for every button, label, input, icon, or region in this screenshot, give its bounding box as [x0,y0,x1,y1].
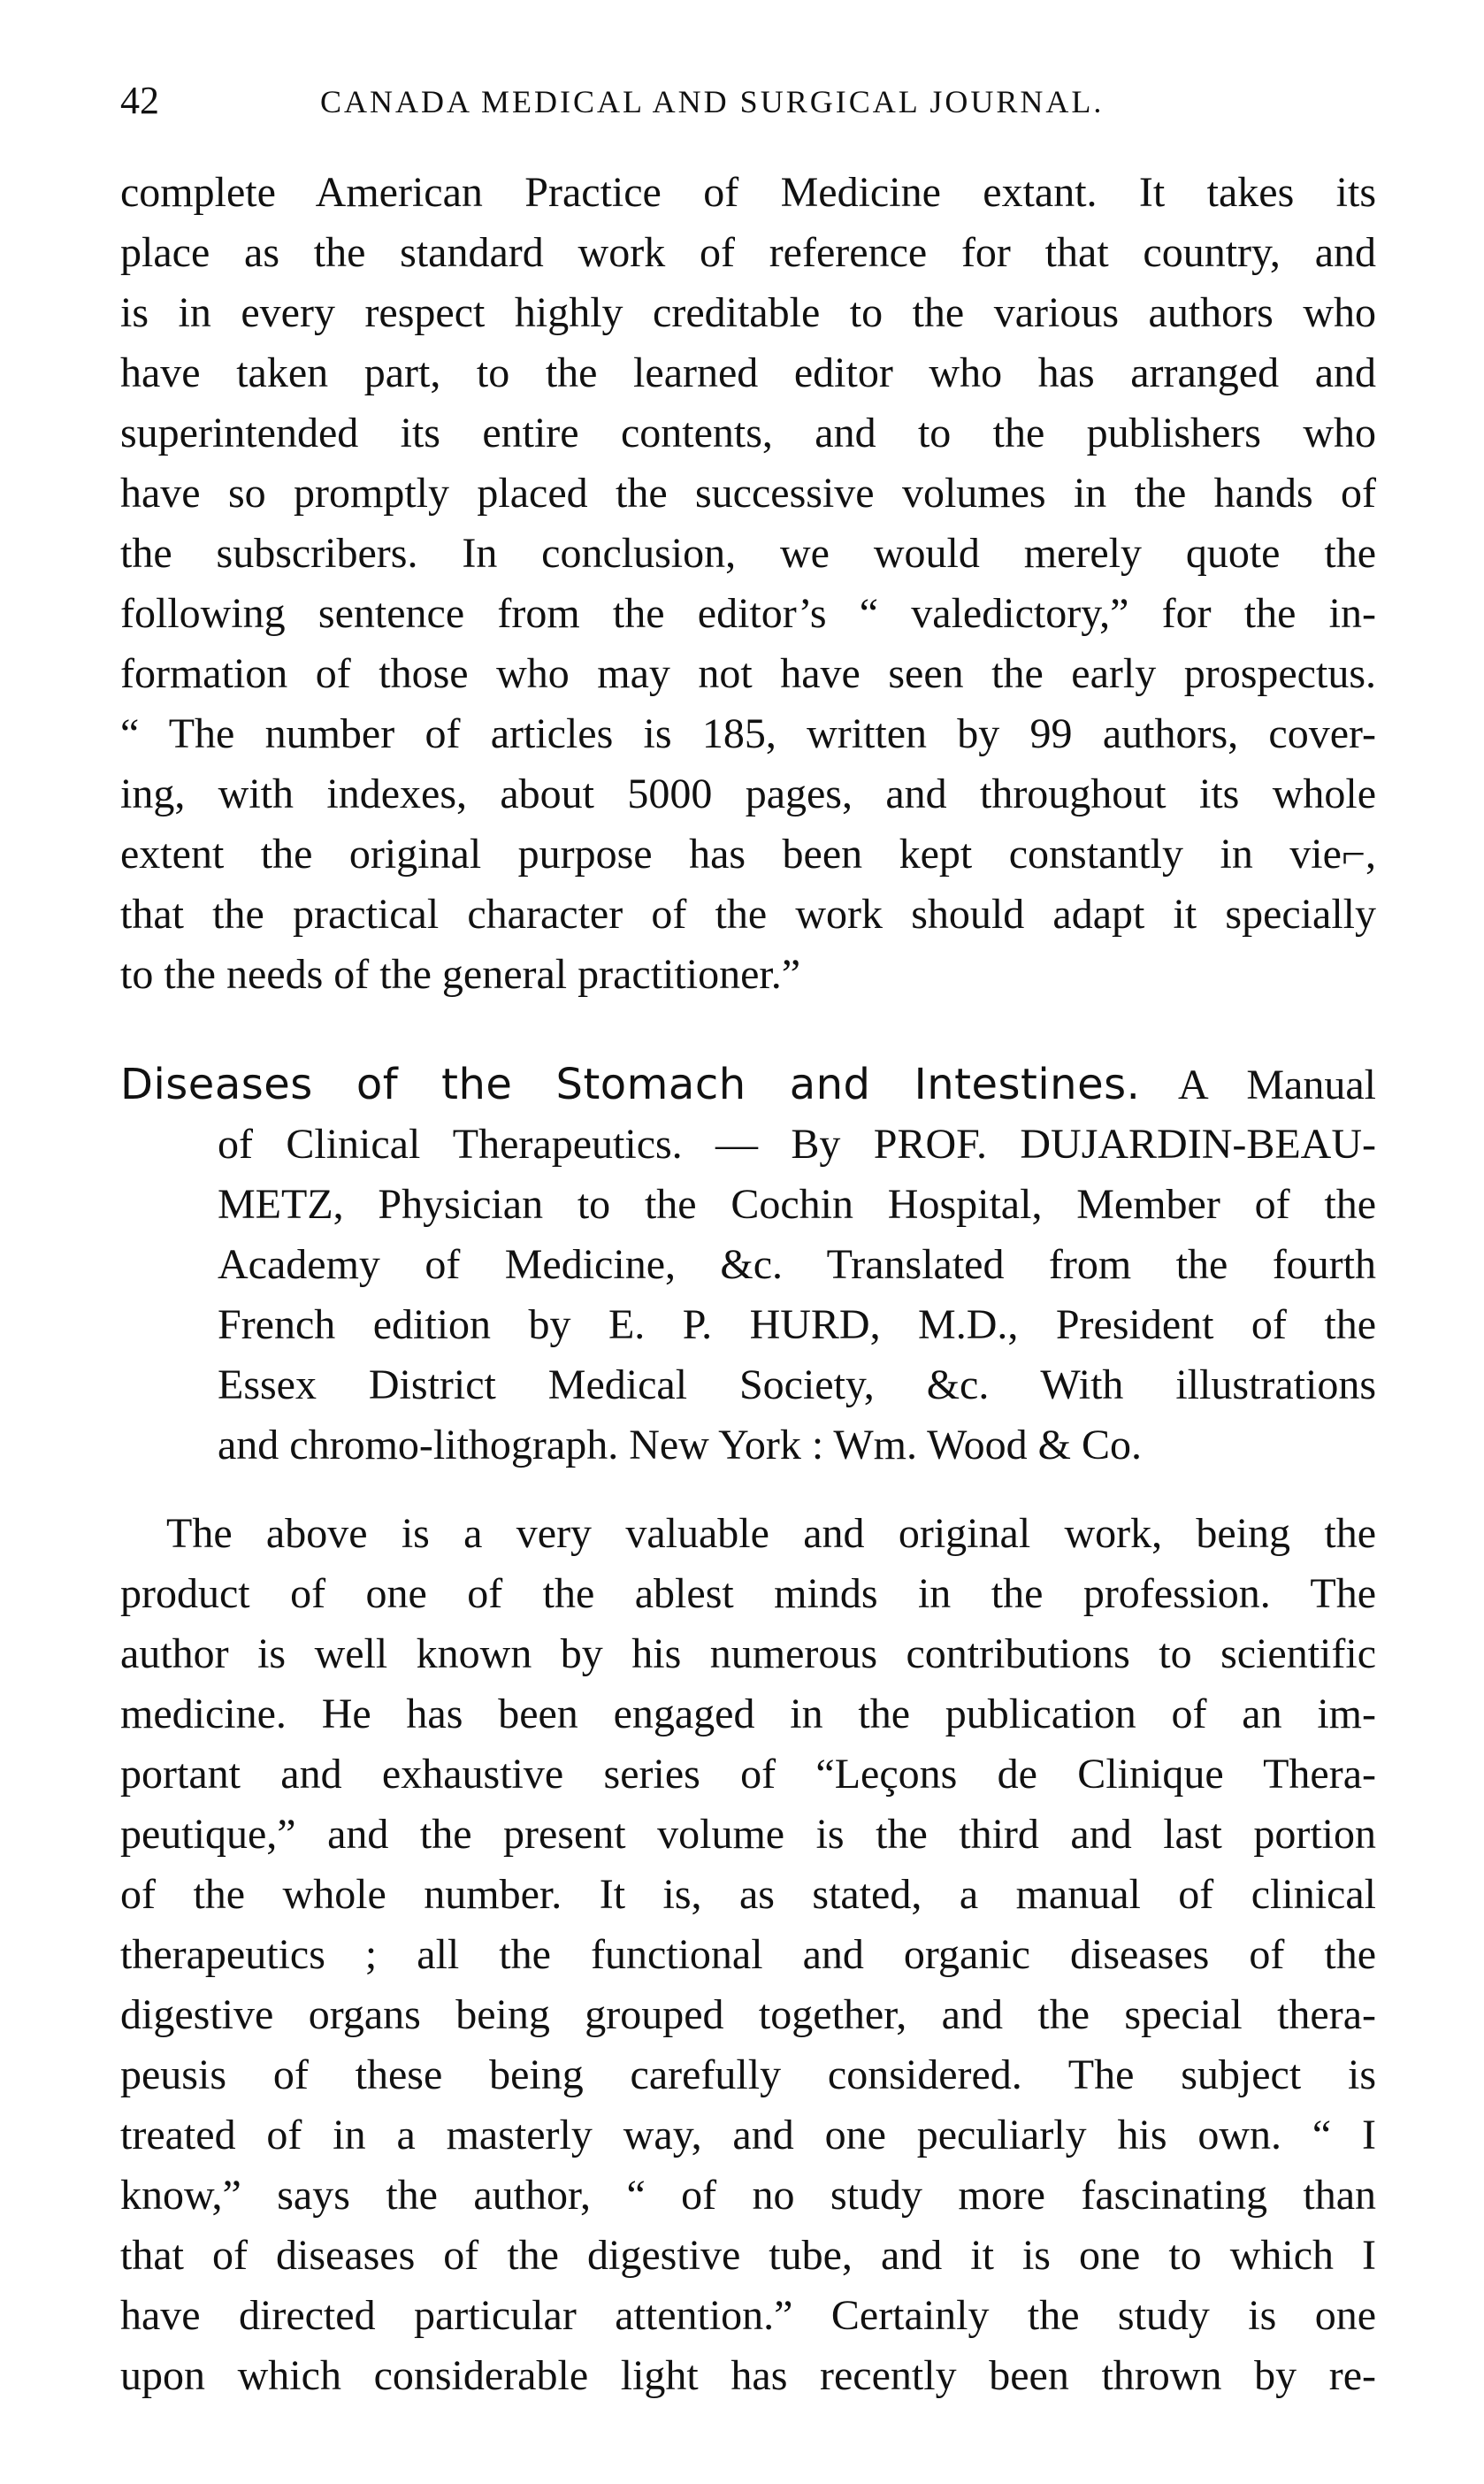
text-line: know,” says the author, “ of no study more fascinating than [120,2172,1376,2219]
citation-line: Academy of Medicine, &c. Translated from the fourth [218,1241,1376,1288]
review-title-continuation: A Manual [1178,1062,1376,1108]
text-line: portant and exhaustive series of “Leçons de Clinique Thera- [120,1751,1376,1798]
review-heading-line [120,1054,1376,1115]
review-citation [120,1054,1376,1476]
text-line: that of diseases of the digestive tube, and it is one to which I [120,2232,1376,2279]
citation-line: of Clinical Therapeutics. — By PROF. DUJARDIN-BEAU- [218,1121,1376,1168]
citation-line: and chromo-lithograph. New York : Wm. Wood & Co. [218,1422,1142,1468]
text-line: The above is a very valuable and original work, being the [166,1510,1376,1557]
text-line: is in every respect highly creditable to the various authors who [120,289,1376,336]
text-line: upon which considerable light has recently been thrown by re- [120,2352,1376,2399]
running-head [120,74,1376,127]
text-line: medicine. He has been engaged in the publication of an im- [120,1690,1376,1737]
text-line: that the practical character of the work should adapt it specially [120,891,1376,938]
paragraph-review-body [120,1504,1376,2406]
text-line: have taken part, to the learned editor who has arranged and [120,349,1376,396]
text-line: digestive organs being grouped together, and the special thera- [120,1991,1376,2038]
page-number: 42 [120,79,159,122]
text-line: of the whole number. It is, as stated, a manual of clinical [120,1871,1376,1918]
text-line: peusis of these being carefully considered. The subject is [120,2051,1376,2098]
text-line: to the needs of the general practitioner.” [120,951,801,998]
text-line: the subscribers. In conclusion, we would merely quote the [120,530,1376,577]
citation-line: French edition by E. P. HURD, M.D., President of the [218,1301,1376,1348]
citation-line: Essex District Medical Society, &c. With illustrations [218,1361,1376,1408]
text-line: place as the standard work of reference for that country, and [120,229,1376,276]
text-line: have directed particular attention.” Certainly the study is one [120,2292,1376,2339]
text-line: extent the original purpose has been kept constantly in vie⌐, [120,831,1376,878]
text-line: superintended its entire contents, and to the publishers who [120,410,1376,456]
text-line: have so promptly placed the successive volumes in the hands of [120,470,1376,517]
review-title: Diseases of the Stomach and Intestines. [120,1060,1141,1109]
citation-line: METZ, Physician to the Cochin Hospital, Member of the [218,1181,1376,1228]
text-line: complete American Practice of Medicine extant. It takes its [120,169,1376,216]
text-line: following sentence from the editor’s “ valedictory,” for the in- [120,590,1376,637]
paragraph-american-practice [120,163,1376,1005]
text-line: peutique,” and the present volume is the third and last portion [120,1811,1376,1858]
text-line: ing, with indexes, about 5000 pages, and throughout its whole [120,770,1376,817]
text-line: product of one of the ablest minds in the profession. The [120,1570,1376,1617]
text-line: formation of those who may not have seen the early prospectus. [120,650,1376,697]
text-line: treated of in a masterly way, and one peculiarly his own. “ I [120,2112,1376,2158]
text-line: author is well known by his numerous contributions to scientific [120,1630,1376,1677]
text-line: therapeutics ; all the functional and organic diseases of the [120,1931,1376,1978]
journal-title: CANADA MEDICAL AND SURGICAL JOURNAL. [320,84,1105,119]
text-line: “ The number of articles is 185, written by 99 authors, cover- [120,710,1376,757]
